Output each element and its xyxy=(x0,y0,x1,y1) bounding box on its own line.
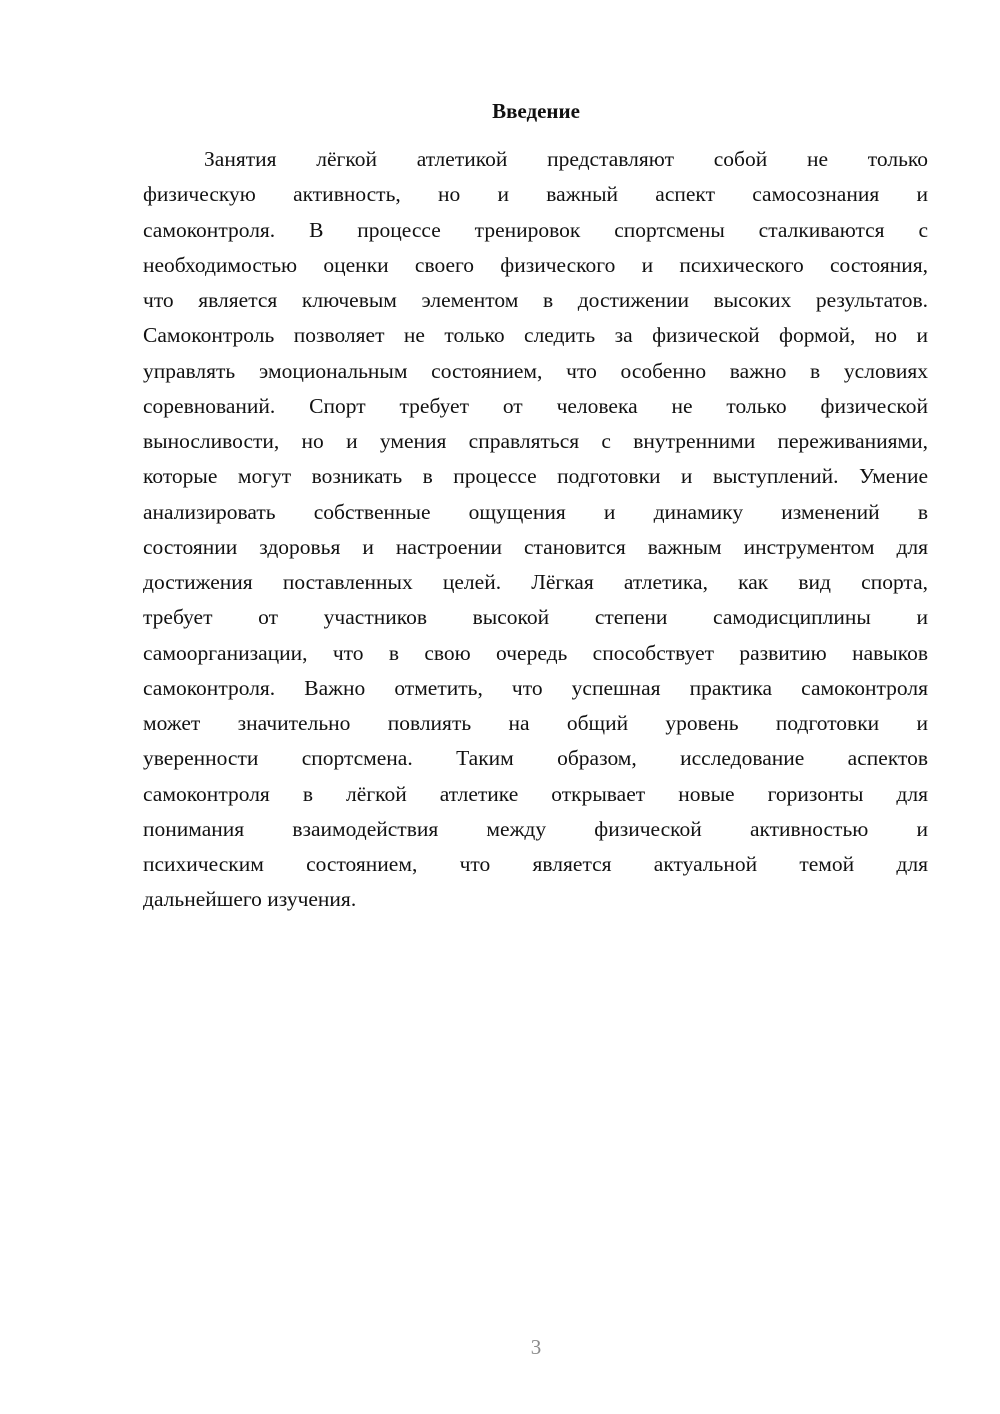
paragraph-line: управлять эмоциональным состоянием, что особенно важно в условиях xyxy=(143,358,928,383)
paragraph-line: соревнований. Спорт требует от человека не только физической xyxy=(143,393,928,418)
paragraph-line: требует от участников высокой степени самодисциплины и xyxy=(143,605,928,630)
paragraph-line: выносливости, но и умения справляться с внутренними переживаниями, xyxy=(143,429,928,453)
paragraph-line: необходимостью оценки своего физического и психического состояния, xyxy=(143,252,928,277)
paragraph-line: уверенности спортсмена. Таким образом, исследование аспектов xyxy=(143,746,928,771)
paragraph-line: анализировать собственные ощущения и динамику изменений в xyxy=(143,499,928,524)
page-number: 3 xyxy=(530,1335,542,1359)
paragraph-line: самоконтроля. Важно отметить, что успешная практика самоконтроля xyxy=(143,675,928,700)
body-paragraph xyxy=(143,142,928,918)
paragraph-line: достижения поставленных целей. Лёгкая атлетика, как вид спорта, xyxy=(143,570,928,594)
paragraph-line: психическим состоянием, что является актуальной темой для xyxy=(143,852,928,876)
paragraph-line: которые могут возникать в процессе подготовки и выступлений. Умение xyxy=(143,464,928,489)
paragraph-line: дальнейшего изучения. xyxy=(143,887,357,912)
paragraph-line: самоконтроля в лёгкой атлетике открывает новые горизонты для xyxy=(143,781,928,806)
paragraph-line: состоянии здоровья и настроении становится важным инструментом для xyxy=(143,534,928,559)
section-title: Введение xyxy=(492,99,580,123)
paragraph-line: понимания взаимодействия между физической активностью и xyxy=(143,816,928,841)
paragraph-line: Занятия лёгкой атлетикой представляют собой не только xyxy=(204,147,928,171)
paragraph-line: самоорганизации, что в свою очередь способствует развитию навыков xyxy=(143,640,928,665)
paragraph-line: физическую активность, но и важный аспект самосознания и xyxy=(143,182,928,207)
paragraph-line: что является ключевым элементом в достижении высоких результатов. xyxy=(143,288,928,312)
paragraph-line: Самоконтроль позволяет не только следить за физической формой, но и xyxy=(143,323,928,348)
paragraph-line: самоконтроля. В процессе тренировок спортсмены сталкиваются с xyxy=(143,217,928,242)
paragraph-line: может значительно повлиять на общий уровень подготовки и xyxy=(143,711,928,735)
